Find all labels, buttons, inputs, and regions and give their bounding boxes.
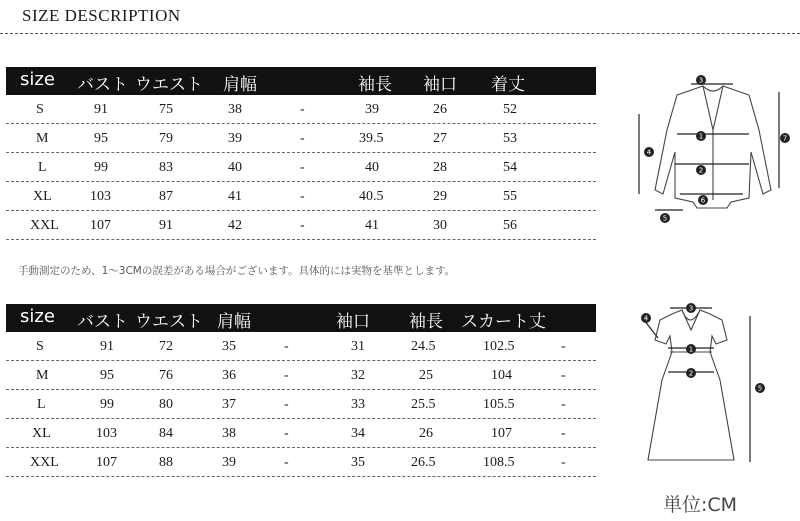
column-header: 着丈	[491, 75, 525, 95]
top-marker-labels	[647, 77, 787, 223]
cell: 25.5	[411, 397, 436, 412]
cell: M	[36, 368, 49, 383]
cell: -	[300, 102, 305, 117]
cell: -	[561, 339, 566, 354]
cell: 91	[94, 102, 108, 117]
cell: 102.5	[483, 339, 515, 354]
marker-label: 5	[662, 214, 668, 223]
cell: 99	[100, 397, 114, 412]
cell: 26.5	[411, 455, 436, 470]
cell: 30	[433, 218, 447, 233]
cell: 40.5	[359, 189, 384, 204]
cell: -	[300, 160, 305, 175]
cell: 42	[228, 218, 242, 233]
cell: 38	[228, 102, 242, 117]
column-header: size	[20, 69, 55, 90]
cell: 76	[159, 368, 173, 383]
cell: -	[284, 397, 289, 412]
marker-label: 3	[688, 304, 694, 313]
dress-outline	[648, 310, 734, 460]
cell: 84	[159, 426, 173, 441]
cell: 52	[503, 102, 517, 117]
table-row	[6, 390, 596, 419]
cell: 29	[433, 189, 447, 204]
marker-label: 5	[757, 384, 763, 393]
marker-label: 4	[646, 148, 652, 157]
cell: 26	[419, 426, 433, 441]
cell: 35	[351, 455, 365, 470]
cell: 33	[351, 397, 365, 412]
cell: -	[561, 397, 566, 412]
cell: 72	[159, 339, 173, 354]
column-header: 袖口	[423, 75, 457, 95]
marker-label: 2	[688, 369, 694, 378]
marker-label: 4	[643, 314, 649, 323]
cell: 79	[159, 131, 173, 146]
cell: 39	[228, 131, 242, 146]
measurement-note: 手動測定のため、1～3CMの誤差がある場合がございます。具体的には実物を基準とします。	[18, 265, 456, 277]
marker-label: 3	[698, 76, 704, 85]
cell: 103	[90, 189, 111, 204]
column-header: バスト	[77, 312, 128, 332]
cell: 91	[100, 339, 114, 354]
marker-label: 7	[782, 134, 788, 143]
cell: -	[561, 368, 566, 383]
size-table-bottom	[6, 304, 596, 477]
cell: S	[36, 102, 44, 117]
top-measure-lines	[639, 84, 779, 210]
cell: -	[561, 426, 566, 441]
column-header: 肩幅	[217, 312, 251, 332]
column-header: 袖長	[409, 312, 443, 332]
dress-measure-lines	[644, 308, 750, 462]
cell: 91	[159, 218, 173, 233]
cell: 39.5	[359, 131, 384, 146]
cell: 54	[503, 160, 517, 175]
cell: 27	[433, 131, 447, 146]
cell: 37	[222, 397, 236, 412]
table-row	[6, 153, 596, 182]
cell: XXL	[30, 455, 59, 470]
cell: XXL	[30, 218, 59, 233]
cell: 31	[351, 339, 365, 354]
page-title: SIZE DESCRIPTION	[22, 6, 181, 25]
cell: 40	[228, 160, 242, 175]
column-header: バスト	[77, 75, 128, 95]
cell: 41	[228, 189, 242, 204]
cell: 26	[433, 102, 447, 117]
cell: 41	[365, 218, 379, 233]
cell: 38	[222, 426, 236, 441]
table-row	[6, 332, 596, 361]
cell: 107	[96, 455, 117, 470]
marker-label: 6	[700, 196, 706, 205]
table-header	[6, 67, 596, 95]
cell: 108.5	[483, 455, 515, 470]
cell: 83	[159, 160, 173, 175]
cell: 40	[365, 160, 379, 175]
cell: 53	[503, 131, 517, 146]
cell: -	[561, 455, 566, 470]
marker-label: 1	[688, 345, 694, 354]
cell: 80	[159, 397, 173, 412]
column-header: ウエスト	[135, 75, 203, 95]
cell: 34	[351, 426, 365, 441]
top-outline	[655, 86, 771, 208]
cell: -	[300, 218, 305, 233]
table-row	[6, 361, 596, 390]
cell: -	[300, 189, 305, 204]
cell: 75	[159, 102, 173, 117]
cell: 103	[96, 426, 117, 441]
cell: 24.5	[411, 339, 436, 354]
cell: L	[38, 160, 47, 175]
cell: -	[300, 131, 305, 146]
table-row	[6, 448, 596, 477]
cell: 107	[90, 218, 111, 233]
column-header: スカート丈	[461, 312, 546, 332]
cell: -	[284, 339, 289, 354]
cell: -	[284, 368, 289, 383]
cell: 105.5	[483, 397, 515, 412]
column-header: 袖長	[358, 75, 392, 95]
column-header: ウエスト	[135, 312, 203, 332]
size-table-top	[6, 67, 596, 240]
cell: -	[284, 455, 289, 470]
cell: 107	[491, 426, 512, 441]
header-divider	[0, 33, 800, 34]
cell: 39	[222, 455, 236, 470]
cell: 88	[159, 455, 173, 470]
cell: S	[36, 339, 44, 354]
marker-label: 1	[698, 132, 704, 141]
cell: 39	[365, 102, 379, 117]
column-header: 袖口	[336, 312, 370, 332]
cell: 104	[491, 368, 512, 383]
cell: 35	[222, 339, 236, 354]
cell: 36	[222, 368, 236, 383]
cell: 25	[419, 368, 433, 383]
table-header	[6, 304, 596, 332]
table-row	[6, 211, 596, 240]
dress-diagram	[630, 300, 800, 470]
table-row	[6, 124, 596, 153]
cell: 99	[94, 160, 108, 175]
cell: L	[37, 397, 46, 412]
cell: 56	[503, 218, 517, 233]
cell: XL	[33, 189, 52, 204]
top-measure-markers	[644, 75, 790, 223]
table-row	[6, 419, 596, 448]
column-header: 肩幅	[223, 75, 257, 95]
marker-label: 2	[698, 166, 704, 175]
cell: XL	[32, 426, 51, 441]
top-garment-diagram	[625, 70, 800, 230]
column-header: size	[20, 306, 55, 327]
unit-label: 単位:CM	[663, 494, 738, 516]
cell: 95	[94, 131, 108, 146]
cell: 28	[433, 160, 447, 175]
cell: 95	[100, 368, 114, 383]
cell: 32	[351, 368, 365, 383]
table-row	[6, 95, 596, 124]
cell: -	[284, 426, 289, 441]
table-row	[6, 182, 596, 211]
cell: 87	[159, 189, 173, 204]
cell: M	[36, 131, 49, 146]
cell: 55	[503, 189, 517, 204]
